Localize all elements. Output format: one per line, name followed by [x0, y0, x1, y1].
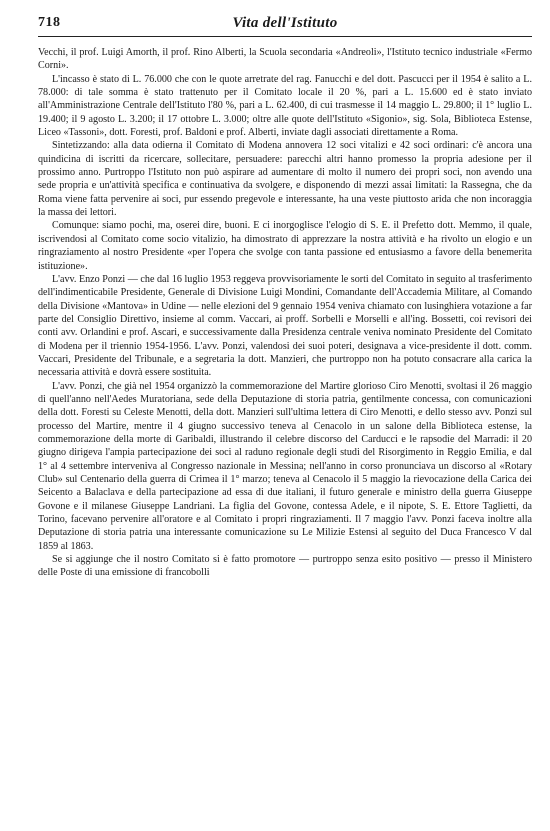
paragraph: Se si aggiunge che il nostro Comitato si è fatto promotore — purtroppo senza esito positivo — presso il Ministero delle Poste di una emissione di francobolli [38, 554, 532, 579]
paragraph: Sintetizzando: alla data odierna il Comitato di Modena annovera 12 soci vitalizi e 42 soci ordinari: c'è ancora una quindicina di iscritti da ricercare, sollecitare, persuadere: parecchi altri hanno promesso la propria adesione per il prossimo anno. Purtroppo l'Istituto non può aspirare ad aumentare di molto il numero dei propri soci, non avendo una sede propria e un'attività specifica e continuativa da svolgere, e disponendo di mezzi assai limitati: la Rassegna, che da Roma viene fatta pervenire ai soci, pur essendo pregevole e interessante, ha una veste piuttosto arida che non incoraggia la massa dei lettori. [38, 140, 532, 219]
page-header [38, 14, 532, 37]
paragraph: Comunque: siamo pochi, ma, oserei dire, buoni. E ci inorgoglisce l'elogio di S. E. il Prefetto dott. Memmo, il quale, iscrivendosi al Comitato come socio vitalizio, ha dimostrato di apprezzare la nostra attività e ha rivolto un elogio e un ringraziamento al nostro Presidente «per l'opera che svolge con tanta passione ed entusiasmo a favore della benemerita istituzione». [38, 220, 532, 272]
paragraph: Vecchi, il prof. Luigi Amorth, il prof. Rino Alberti, la Scuola secondaria «Andreoli», l'Istituto tecnico industriale «Fermo Corni». [38, 47, 532, 72]
paragraph: L'incasso è stato di L. 76.000 che con le quote arretrate del rag. Fanucchi e del dott. Pascucci per il 1954 è salito a L. 78.000: di tale somma è stato trattenuto per il Comitato locale il 20 %, pari a L. 15.600 ed è stato inviato all'Amministrazione Centrale dell'Istituto l'80 %, pari a L. 62.400, di cui trasmesse il 14 maggio L. 29.800; il 1° luglio L. 19.400; il 9 agosto L. 3.200; il 17 ottobre L. 3.000; oltre alle quote dell'Istituto «Sigonio», sig. Sola, Biblioteca Estense, Liceo «Tassoni», dott. Foresti, prof. Baldoni e prof. Alberti, inviate dagli associati direttamente a Roma. [38, 73, 532, 139]
document-page [38, 14, 532, 824]
running-title: Vita dell'Istituto [232, 15, 338, 31]
paragraph: L'avv. Enzo Ponzi — che dal 16 luglio 1953 reggeva provvisoriamente le sorti del Comitato in seguito al trasferimento dell'indimenticabile Presidente, Generale di Divisione Luigi Mondini, Comandante dell'Accademia Militare, al Comando della Divisione «Mantova» in Udine — nelle elezioni del 9 gennaio 1954 veniva chiamato con lusinghiera votazione a far parte del Consiglio Direttivo, insieme al comm. Vaccari, ai proff. Sorbelli e Morselli e all'ing. Bossetti, coi revisori dei conti avv. Orlandini e prof. Ascari, e successivamente dalla Presidenza centrale veniva nominato Presidente del Comitato di Modena per il triennio 1954-1956. L'avv. Ponzi, valendosi dei suoi poteri, designava a vice-presidente il dott. comm. Vaccari, Presidente del Tribunale, e a segretaria la dott. Manzieri, che purtroppo non ha potuto consacrare alla carica la necessaria attività e dovrà essere sostituita. [38, 273, 532, 379]
paragraph: L'avv. Ponzi, che già nel 1954 organizzò la commemorazione del Martire glorioso Ciro Menotti, svoltasi il 26 maggio di quell'anno nell'Aedes Muratoriana, sede della Deputazione di storia patria, gentilmente concessa, con comunicazioni della dott. Foresti su Celeste Menotti, della dott. Manzieri sull'ultima lettera di Ciro Menotti, e dello stesso avv. Ponzi sul processo del Martire, mentre il 4 giugno successivo teneva al Cenacolo in un salone della Biblioteca estense, la commemorazione della morte di Garibaldi, illustrando il celebre discorso del Carducci e le rapsodie del Marradi: il 20 giugno dirigeva l'ampia partecipazione dei soci al raduno regionale degli studi del Risorgimento in Reggio Emilia, e dal 1° al 4 settembre interveniva al Congresso nazionale in Messina; nell'anno in corso pronunciava un discorso al «Rotary Club» sul Centenario della guerra di Crimea il 1° marzo; teneva al Cenacolo il 5 maggio la rievocazione della Carica dei Seicento a Balaclava e della partecipazione ad essa di due italiani, il futuro generale e ministro della guerra Giuseppe Govone e il milanese Giuseppe Landriani. La figlia del Govone, contessa Adele, e il nipote, S. E. Ettore Taglietti, da Torino, facevano pervenire all'oratore e al Comitato i propri ringraziamenti. Il 7 maggio l'avv. Ponzi faceva inoltre alla Deputazione di storia patria una interessante comunicazione su Le Milizie Estensi al seguito del Duca Francesco V dal 1859 al 1863. [38, 380, 532, 552]
page-number: 718 [38, 15, 61, 30]
body-text [38, 46, 532, 580]
